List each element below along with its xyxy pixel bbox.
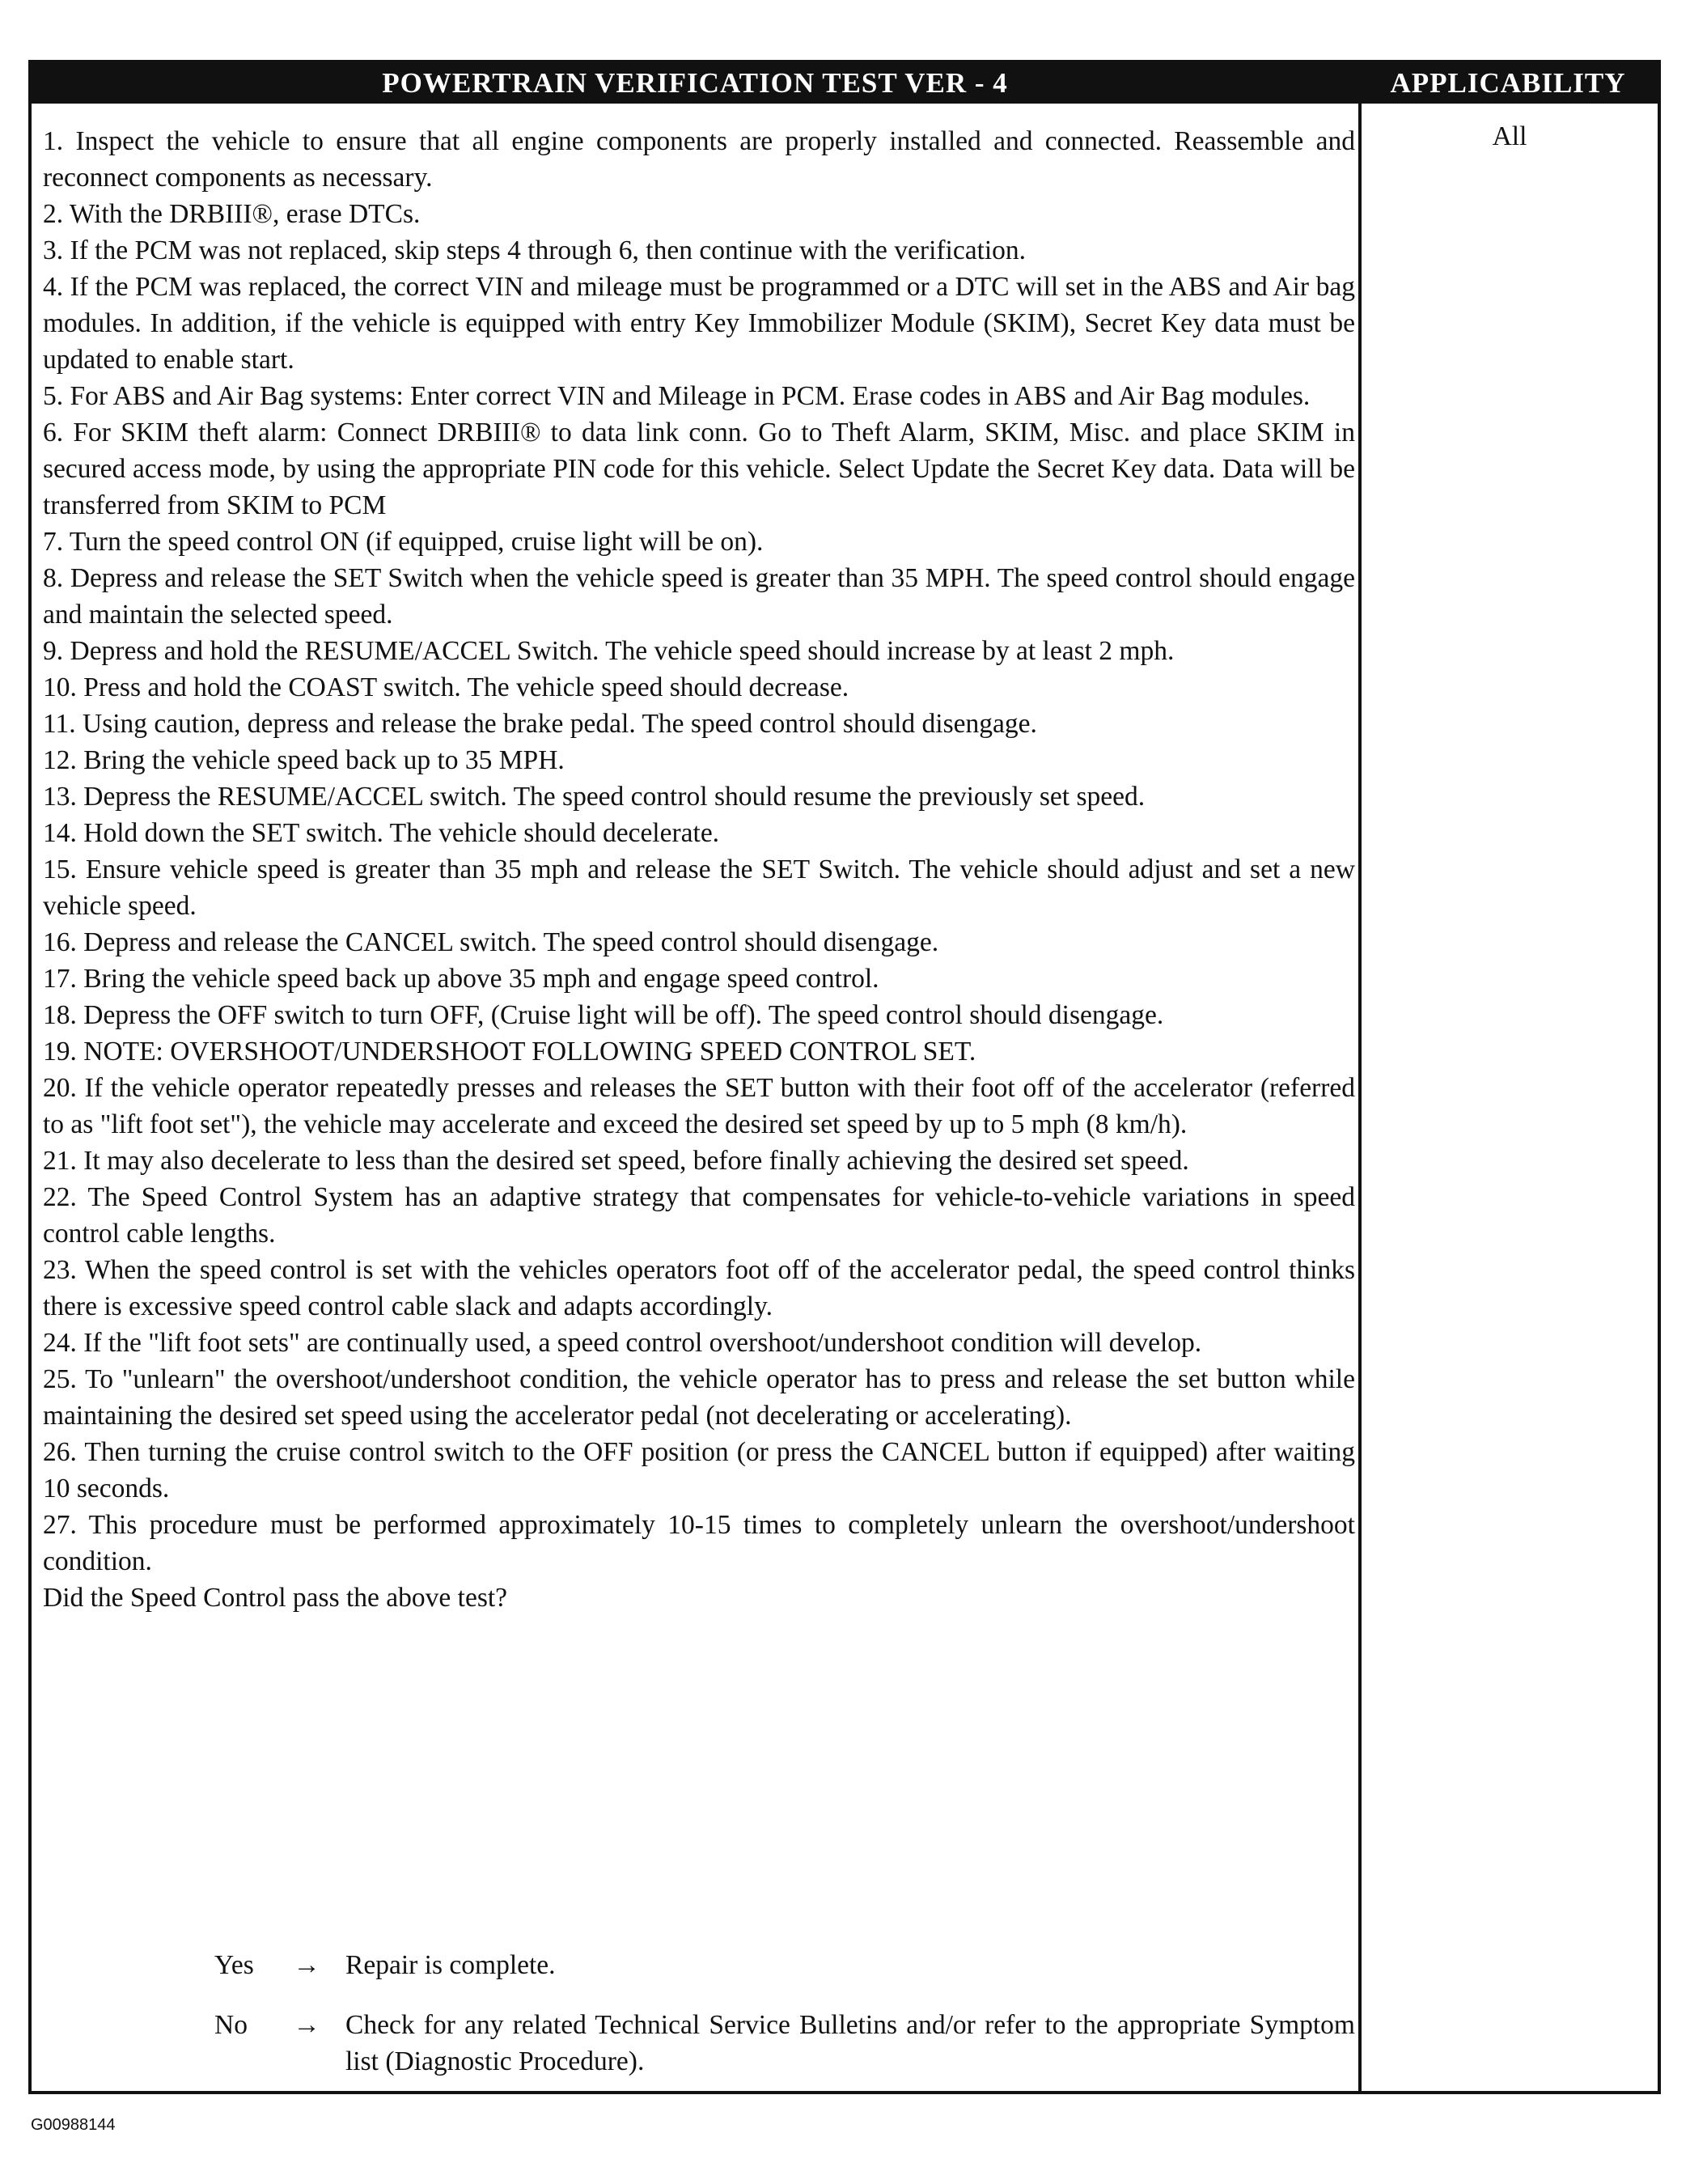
step-item: 21. It may also decelerate to less than the desired set speed, before finally achieving the desired set speed. — [43, 1146, 1189, 1176]
table-header — [32, 63, 1658, 104]
arrow-right-icon: → — [293, 1950, 320, 1980]
figure-id: G00988144 — [31, 2116, 116, 2134]
step-item: 8. Depress and release the SET Switch when the vehicle speed is greater than 35 MPH. The speed control should engage and maintain the selected speed. — [43, 563, 1355, 630]
step-item: 13. Depress the RESUME/ACCEL switch. The speed control should resume the previously set speed. — [43, 782, 1146, 812]
procedure-steps — [43, 123, 1355, 1616]
step-item: 22. The Speed Control System has an adaptive strategy that compensates for vehicle-to-vehicle variations in speed control cable lengths. — [43, 1182, 1355, 1249]
step-item: 24. If the "lift foot sets" are continually used, a speed control overshoot/undershoot condition will develop. — [43, 1328, 1202, 1358]
step-item: 14. Hold down the SET switch. The vehicle should decelerate. — [43, 818, 720, 848]
step-item: 23. When the speed control is set with the vehicles operators foot off of the accelerator pedal, the speed control thinks there is excessive speed control cable slack and adapts accordingly. — [43, 1255, 1355, 1321]
step-item: 4. If the PCM was replaced, the correct VIN and mileage must be programmed or a DTC will set in the ABS and Air bag modules. In addition, if the vehicle is equipped with entry Key Immobilizer Module (SKIM), Secret Key data must be updated to enable start. — [43, 272, 1355, 375]
step-item: 17. Bring the vehicle speed back up above 35 mph and engage speed control. — [43, 964, 879, 994]
answer-yes-text: Repair is complete. — [345, 1950, 556, 1980]
step-item: 18. Depress the OFF switch to turn OFF, (Cruise light will be off). The speed control should disengage. — [43, 1000, 1164, 1030]
step-item: 5. For ABS and Air Bag systems: Enter correct VIN and Mileage in PCM. Erase codes in ABS and Air Bag modules. — [43, 381, 1311, 411]
step-item: 26. Then turning the cruise control switch to the OFF position (or press the CANCEL button if equipped) after waiting 10 seconds. — [43, 1437, 1355, 1503]
step-item: 7. Turn the speed control ON (if equipped, cruise light will be on). — [43, 527, 764, 557]
step-item: 6. For SKIM theft alarm: Connect DRBIII® to data link conn. Go to Theft Alarm, SKIM, Misc. and place SKIM in secured access mode, by using the appropriate PIN code for this vehicle. Select Update the Secret Key data. Data will be transferred from SKIM to PCM — [43, 418, 1355, 520]
step-item: 20. If the vehicle operator repeatedly presses and releases the SET button with their foot off of the accelerator (referred to as "lift foot set"), the vehicle may accelerate and exceed the desired set speed by up to 5 mph (8 km/h). — [43, 1073, 1355, 1139]
applicability-value: All — [1492, 121, 1527, 151]
verification-test-table — [28, 60, 1661, 2094]
step-item: 25. To "unlearn" the overshoot/undershoot condition, the vehicle operator has to press and release the set button while maintaining the desired set speed using the accelerator pedal (not decelerating or accelerating). — [43, 1364, 1355, 1431]
step-item: 19. NOTE: OVERSHOOT/UNDERSHOOT FOLLOWING SPEED CONTROL SET. — [43, 1037, 976, 1067]
step-item: 15. Ensure vehicle speed is greater than 35 mph and release the SET Switch. The vehicle should adjust and set a new vehicle speed. — [43, 855, 1355, 921]
pass-question: Did the Speed Control pass the above test? — [43, 1583, 508, 1613]
step-item: 1. Inspect the vehicle to ensure that all engine components are properly installed and connected. Reassemble and reconnect components as necessary. — [43, 126, 1355, 193]
step-item: 2. With the DRBIII®, erase DTCs. — [43, 199, 421, 229]
column-divider — [1358, 104, 1362, 2091]
arrow-right-icon: → — [293, 2010, 320, 2040]
step-item: 9. Depress and hold the RESUME/ACCEL Switch. The vehicle speed should increase by at least 2 mph. — [43, 636, 1175, 666]
answer-no-text: Check for any related Technical Service Bulletins and/or refer to the appropriate Symptom list (Diagnostic Procedure). — [345, 2010, 1355, 2076]
step-item: 3. If the PCM was not replaced, skip steps 4 through 6, then continue with the verification. — [43, 235, 1027, 265]
step-item: 12. Bring the vehicle speed back up to 35 MPH. — [43, 745, 565, 775]
step-item: 27. This procedure must be performed approximately 10-15 times to completely unlearn the overshoot/undershoot condition. — [43, 1510, 1355, 1576]
step-item: 16. Depress and release the CANCEL switch. The speed control should disengage. — [43, 927, 939, 957]
applicability-heading: APPLICABILITY — [1390, 67, 1626, 99]
test-title: POWERTRAIN VERIFICATION TEST VER - 4 — [382, 67, 1008, 99]
answer-no-label: No — [214, 2010, 248, 2040]
answer-yes-label: Yes — [214, 1950, 254, 1980]
step-item: 11. Using caution, depress and release the brake pedal. The speed control should disengage. — [43, 709, 1037, 739]
step-item: 10. Press and hold the COAST switch. The vehicle speed should decrease. — [43, 672, 849, 702]
